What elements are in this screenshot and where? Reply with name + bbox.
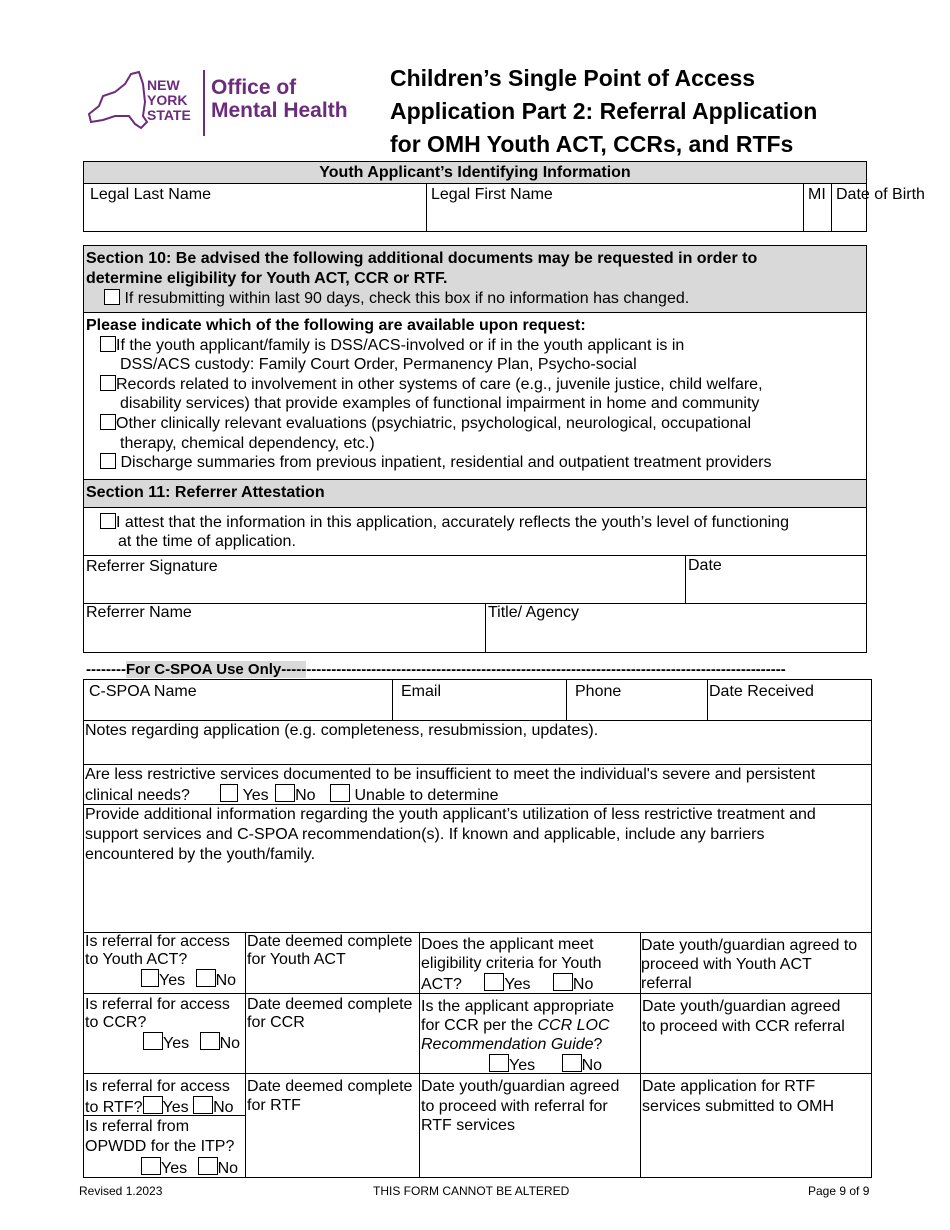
cspoa-name-label: C-SPOA Name (89, 683, 197, 700)
identifying-info-table (83, 161, 925, 232)
less-restrictive-yes-checkbox[interactable] (220, 784, 238, 802)
date-received-field[interactable] (708, 680, 872, 721)
act-agree-line1: Date youth/guardian agreed to (641, 937, 858, 954)
rtf-no-label: No (213, 1099, 234, 1116)
legal-first-name-label: Legal First Name (431, 186, 553, 203)
logo (85, 66, 375, 140)
less-restrictive-no-checkbox[interactable] (275, 784, 295, 802)
phone-label: Phone (575, 683, 622, 700)
rtf-question-line2-row (85, 1096, 244, 1117)
mi-label: MI (808, 186, 826, 203)
ccr-no-checkbox[interactable] (200, 1032, 220, 1050)
ccr-appropriate-yes-label: Yes (509, 1057, 536, 1074)
additional-info-field[interactable] (84, 805, 872, 933)
opwdd-yes-checkbox[interactable] (141, 1157, 161, 1175)
logo-agency-line1: Office of (211, 76, 297, 99)
title-line1: Children’s Single Point of Access (390, 65, 756, 91)
rtf-question-line2: to RTF? (85, 1099, 143, 1116)
logo-state-line1: NEW (147, 77, 180, 93)
mi-field[interactable] (804, 184, 832, 231)
logo-agency-line2: Mental Health (211, 99, 348, 122)
notes-label: Notes regarding application (e.g. completeness, resubmission, updates). (85, 722, 599, 739)
rtf-submit-line1: Date application for RTF (642, 1078, 816, 1095)
title-agency-label: Title/ Agency (488, 604, 580, 621)
discharge-checkbox[interactable] (100, 453, 116, 469)
act-eligible-no-checkbox[interactable] (553, 973, 573, 991)
attest-block (84, 508, 866, 556)
section11-heading: Section 11: Referrer Attestation (84, 480, 866, 508)
date-of-birth-label: Date of Birth (836, 186, 925, 203)
opwdd-yes-label: Yes (161, 1160, 188, 1177)
footer-revised: Revised 1.2023 (79, 1184, 163, 1198)
email-label: Email (401, 683, 442, 700)
ccr-guide-end: ? (593, 1036, 603, 1053)
rtf-date-complete-field[interactable] (246, 1074, 420, 1178)
ccr-yes-label: Yes (163, 1035, 190, 1052)
available-upon-request-block (84, 313, 866, 480)
opwdd-referral-cell (84, 1116, 246, 1178)
date-of-birth-field[interactable] (832, 184, 925, 231)
ccr-complete-line2: for CCR (247, 1014, 305, 1031)
dss-label-line1: If the youth applicant/family is DSS/ACS-involved or if in the youth applicant is in (116, 336, 685, 354)
less-restrictive-yes-label: Yes (242, 787, 269, 804)
act-date-complete-field[interactable] (246, 933, 420, 994)
request-item-dss (86, 336, 864, 375)
ccr-date-complete-field[interactable] (246, 994, 420, 1074)
email-field[interactable] (393, 680, 567, 721)
rtf-complete-line2: for RTF (247, 1097, 301, 1114)
divider-left: -------- (86, 661, 126, 678)
referrer-name-label: Referrer Name (86, 604, 192, 621)
less-restrictive-row (84, 765, 872, 805)
cspoa-divider (86, 661, 856, 679)
logo-state-line2: YORK (147, 92, 188, 108)
section10-heading-block (84, 246, 866, 313)
section10-heading-line1: Section 10: Be advised the following additional documents may be requested in order to (86, 250, 758, 267)
referrer-date-field[interactable] (686, 556, 866, 604)
referrer-signature-field[interactable] (84, 556, 686, 604)
opwdd-line2: OPWDD for the ITP? (85, 1138, 235, 1155)
ccr-appropriate-line1: Is the applicant appropriate (421, 998, 615, 1015)
section10-heading-line2: determine eligibility for Youth ACT, CCR or RTF. (86, 270, 448, 287)
ccr-agree-line1: Date youth/guardian agreed (642, 998, 841, 1015)
phone-field[interactable] (567, 680, 708, 721)
act-yes-checkbox[interactable] (141, 969, 159, 987)
footer-notice: THIS FORM CANNOT BE ALTERED (373, 1184, 570, 1198)
additional-line1: Provide additional information regarding the youth applicant’s utilization of less restrictive treatment and (85, 806, 816, 823)
referrer-signature-label: Referrer Signature (86, 558, 218, 575)
records-label-line2: disability services) that provide examples of functional impairment in home and community (120, 395, 760, 413)
act-agree-line3: referral (641, 975, 692, 992)
cspoa-table (83, 679, 872, 1178)
act-meet-line1: Does the applicant meet (421, 936, 594, 953)
logo-state-line3: STATE (147, 107, 191, 123)
resubmit-label: If resubmitting within last 90 days, check this box if no information has changed. (124, 290, 690, 307)
ccr-appropriate-cell (420, 994, 641, 1074)
additional-line2: support services and C-SPOA recommendation(s). If known and applicable, include any barriers (85, 826, 765, 843)
act-meet-line2: eligibility criteria for Youth (421, 954, 602, 972)
ccr-appropriate-yes-checkbox[interactable] (489, 1054, 509, 1072)
ccr-appropriate-no-checkbox[interactable] (562, 1054, 582, 1072)
rtf-agree-line1: Date youth/guardian agreed (421, 1078, 620, 1095)
cspoa-name-field[interactable] (84, 680, 393, 721)
evaluations-label-line1: Other clinically relevant evaluations (psychiatric, psychological, neurological, occupational (116, 414, 751, 432)
legal-last-name-label: Legal Last Name (90, 186, 211, 203)
title-line2: Application Part 2: Referral Application (390, 98, 818, 124)
attest-checkbox[interactable] (100, 513, 116, 529)
referrer-date-label: Date (688, 557, 722, 574)
resubmit-checkbox[interactable] (104, 289, 120, 305)
act-question-line1: Is referral for access (85, 933, 230, 950)
rtf-submit-line2: services submitted to OMH (642, 1098, 835, 1115)
rtf-agree-line3: RTF services (421, 1117, 515, 1134)
ccr-agree-line2: to proceed with CCR referral (642, 1018, 845, 1035)
rtf-complete-line1: Date deemed complete (247, 1078, 413, 1095)
less-restrictive-unable-checkbox[interactable] (330, 784, 350, 802)
rtf-agree-line2: to proceed with referral for (421, 1097, 608, 1115)
act-yes-no (85, 969, 244, 990)
act-meet-line3-row (421, 973, 639, 995)
divider-right: ------------------------------------------------------------------------------------------------ (306, 661, 786, 678)
evaluations-checkbox[interactable] (100, 414, 116, 430)
opwdd-yes-no (85, 1157, 244, 1179)
resubmit-row (86, 289, 864, 309)
ccr-agree-date-field[interactable] (641, 994, 872, 1074)
divider-label: For C-SPOA Use Only----- (125, 661, 307, 678)
additional-line3: encountered by the youth/family. (85, 846, 316, 863)
records-label-line1: Records related to involvement in other systems of care (e.g., juvenile justice, child welfare, (116, 375, 763, 393)
ccr-complete-line1: Date deemed complete (247, 996, 413, 1013)
ccr-appropriate-no-label: No (581, 1057, 603, 1074)
ccr-appropriate-yes-no (421, 1054, 639, 1075)
ccr-question-line1: Is referral for access (85, 996, 230, 1013)
opwdd-no-label: No (217, 1160, 239, 1177)
ccr-loc-italic: CCR LOC (537, 1017, 610, 1034)
new-york-state-map-icon (85, 66, 155, 136)
notes-field[interactable] (84, 721, 872, 765)
less-restrictive-line1: Are less restrictive services documented to be insufficient to meet the individual's severe and persistent (85, 766, 816, 783)
act-question-line2: to Youth ACT? (85, 951, 188, 968)
ccr-appropriate-line2-row (421, 1016, 639, 1035)
act-meet-line3: ACT? (421, 976, 462, 993)
rtf-yes-checkbox[interactable] (143, 1096, 163, 1114)
dss-checkbox[interactable] (100, 336, 116, 352)
less-restrictive-question-end: clinical needs? (85, 787, 190, 804)
request-item-discharge (86, 453, 864, 473)
act-eligible-no-label: No (572, 976, 594, 993)
title-agency-field[interactable] (486, 604, 866, 652)
footer-page-number: Page 9 of 9 (808, 1184, 870, 1198)
ccr-yes-no (85, 1032, 244, 1053)
section10-11-block (83, 245, 867, 653)
referrer-name-field[interactable] (84, 604, 486, 652)
act-no-checkbox[interactable] (196, 969, 216, 987)
legal-first-name-field[interactable] (427, 184, 804, 231)
opwdd-line1: Is referral from (85, 1118, 190, 1135)
opwdd-no-checkbox[interactable] (198, 1157, 218, 1175)
page-title (390, 62, 910, 161)
rtf-agree-date-field[interactable] (420, 1074, 641, 1178)
ccr-appropriate-line3-row (421, 1035, 639, 1054)
discharge-label: Discharge summaries from previous inpatient, residential and outpatient treatment providers (120, 454, 772, 472)
act-agree-date-field[interactable] (641, 933, 872, 994)
rtf-question-line1: Is referral for access (85, 1078, 230, 1095)
less-restrictive-no-label: No (295, 787, 316, 804)
act-no-label: No (215, 972, 237, 989)
rtf-yes-label: Yes (162, 1099, 189, 1116)
ccr-guide-italic: Recommendation Guide (421, 1036, 594, 1053)
act-eligibility-cell (420, 933, 641, 994)
act-eligible-yes-checkbox[interactable] (484, 973, 504, 991)
rtf-no-checkbox[interactable] (193, 1096, 213, 1114)
request-item-records (86, 375, 864, 414)
act-yes-label: Yes (159, 972, 186, 989)
youth-act-referral-cell (84, 933, 246, 994)
title-line3: for OMH Youth ACT, CCRs, and RTFs (390, 131, 794, 157)
attest-label-line1: I attest that the information in this application, accurately reflects the youth’s level of functioning (116, 514, 789, 531)
attest-label-line2: at the time of application. (118, 533, 296, 550)
request-item-evaluations (86, 414, 864, 453)
rtf-referral-cell (84, 1074, 246, 1116)
logo-divider (203, 70, 205, 136)
ccr-referral-cell (84, 994, 246, 1074)
act-agree-line2: proceed with Youth ACT (641, 956, 812, 973)
act-complete-line1: Date deemed complete (247, 933, 413, 950)
less-restrictive-line2 (85, 784, 870, 805)
legal-last-name-field[interactable] (84, 184, 427, 231)
available-prompt: Please indicate which of the following are available upon request: (86, 317, 586, 334)
less-restrictive-unable-label: Unable to determine (354, 787, 499, 804)
evaluations-label-line2: therapy, chemical dependency, etc.) (120, 434, 375, 452)
ccr-question-line2: to CCR? (85, 1014, 147, 1031)
act-complete-line2: for Youth ACT (247, 951, 346, 968)
records-checkbox[interactable] (100, 375, 116, 391)
date-received-label: Date Received (709, 683, 814, 700)
ccr-appropriate-line2: for CCR per the (421, 1017, 534, 1034)
rtf-submitted-date-field[interactable] (641, 1074, 872, 1178)
ccr-no-label: No (219, 1035, 241, 1052)
act-eligible-yes-label: Yes (504, 976, 531, 993)
identifying-heading: Youth Applicant’s Identifying Information (84, 162, 866, 184)
ccr-yes-checkbox[interactable] (143, 1032, 163, 1050)
dss-label-line2: DSS/ACS custody: Family Court Order, Permanency Plan, Psycho-social (120, 356, 637, 374)
